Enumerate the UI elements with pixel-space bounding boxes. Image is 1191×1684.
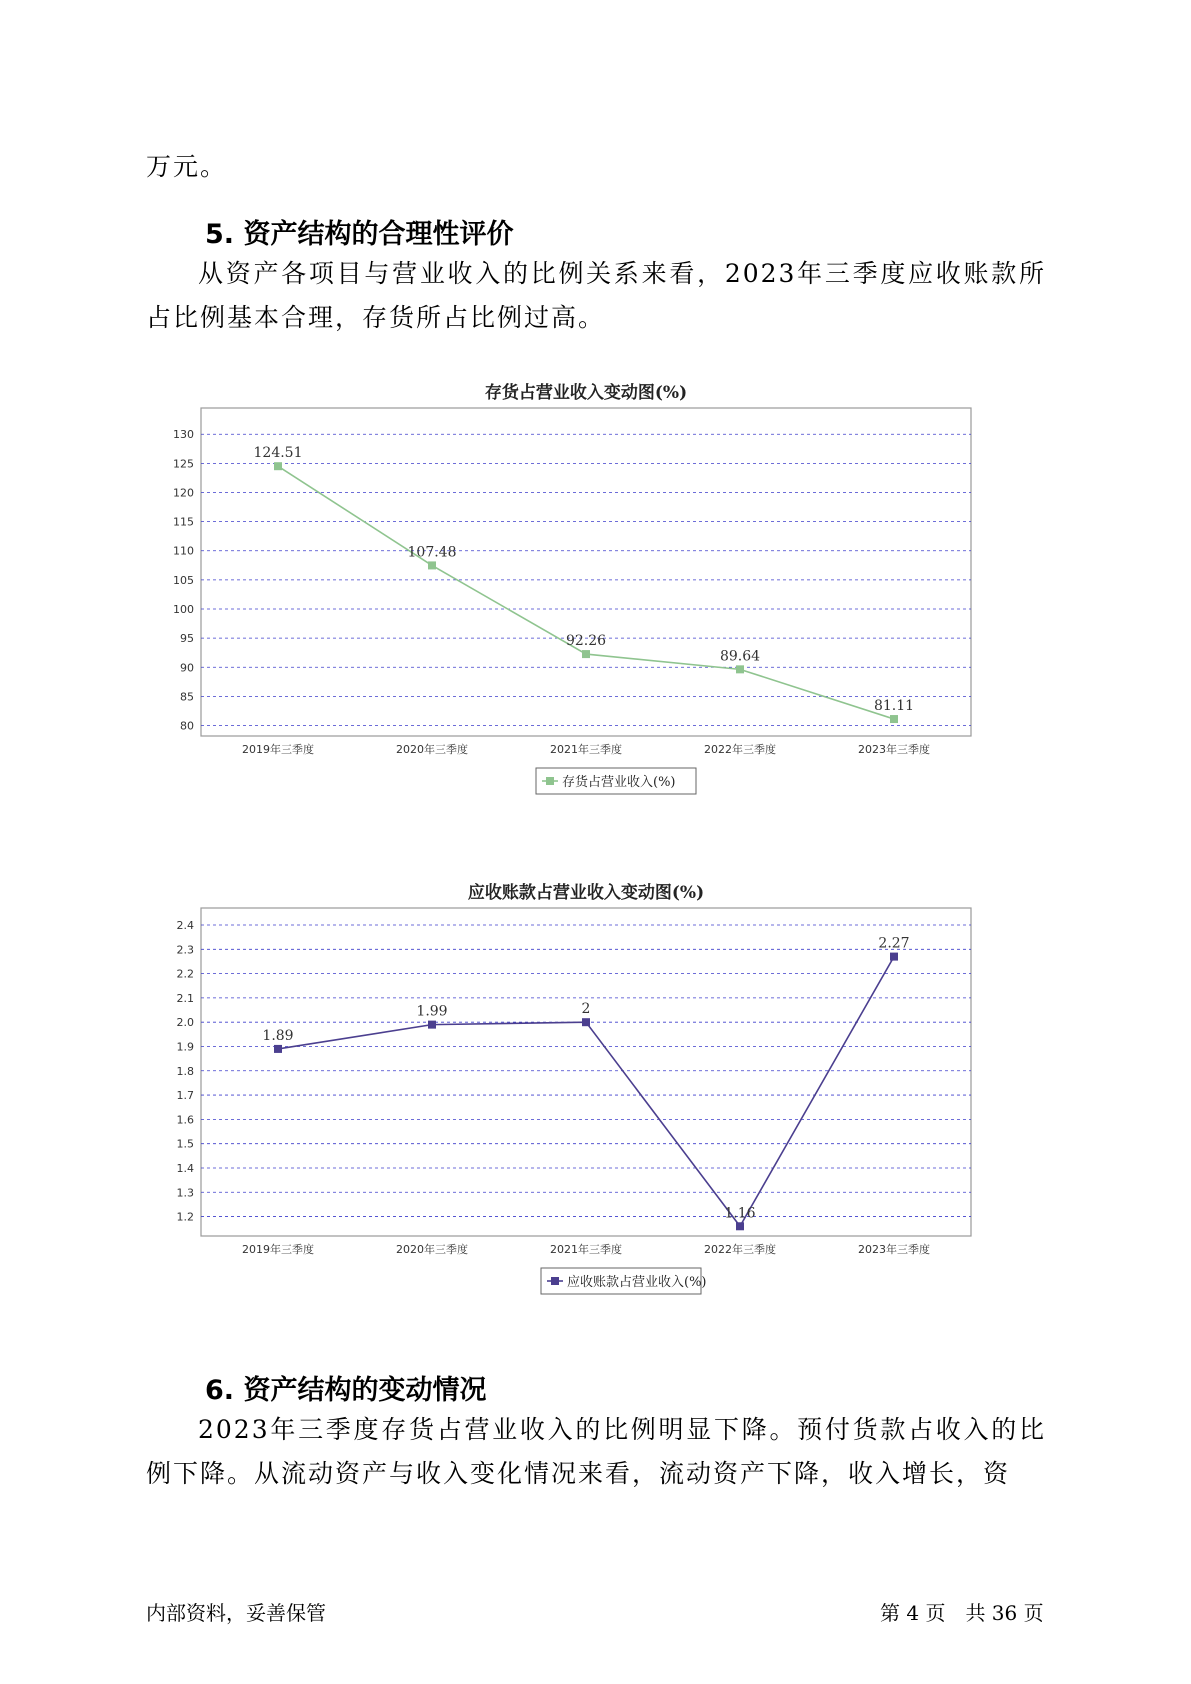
data-label: 81.11: [873, 698, 915, 715]
data-label: 124.51: [253, 445, 303, 462]
y-tick-label: 2.4: [176, 919, 194, 933]
y-tick-label: 1.3: [176, 1186, 194, 1200]
data-point: [428, 1021, 436, 1029]
x-tick-label: 2023年三季度: [858, 1243, 930, 1256]
receivables-chart: [146, 878, 1026, 1338]
section-paragraph-5: 从资产各项目与营业收入的比例关系来看，2023年三季度应收账款所占比例基本合理，存货所占比例过高。: [146, 259, 1046, 332]
data-label: 1.16: [724, 1205, 756, 1222]
chart-title: 应收账款占营业收入变动图(%): [467, 883, 705, 903]
y-tick-label: 1.2: [176, 1210, 194, 1224]
plot-area: [201, 408, 971, 736]
data-point: [736, 665, 744, 673]
data-label: 1.89: [262, 1027, 294, 1044]
data-label: 92.26: [565, 633, 607, 650]
x-tick-label: 2019年三季度: [242, 743, 314, 756]
inventory-chart-svg: [146, 378, 1026, 838]
x-tick-label: 2022年三季度: [704, 1243, 776, 1256]
data-point: [274, 462, 282, 470]
x-tick-label: 2019年三季度: [242, 1243, 314, 1256]
plot-area: [201, 908, 971, 1236]
x-tick-label: 2021年三季度: [550, 1243, 622, 1256]
receivables-chart-svg: [146, 878, 1026, 1338]
y-tick-label: 105: [173, 573, 194, 587]
data-point: [428, 561, 436, 569]
y-tick-label: 90: [180, 661, 194, 675]
data-point: [890, 715, 898, 723]
x-tick-label: 2021年三季度: [550, 743, 622, 756]
data-point: [582, 650, 590, 658]
x-tick-label: 2020年三季度: [396, 1243, 468, 1256]
y-tick-label: 100: [173, 602, 194, 616]
y-tick-label: 2.1: [176, 991, 194, 1005]
legend-label: 应收账款占营业收入(%): [567, 1275, 707, 1290]
y-tick-label: 1.4: [176, 1161, 194, 1175]
y-tick-label: 2.3: [176, 943, 194, 957]
data-point: [274, 1045, 282, 1053]
section-heading-5: 5. 资产结构的合理性评价: [205, 219, 514, 250]
y-tick-label: 1.5: [176, 1137, 194, 1151]
data-label: 89.64: [719, 648, 761, 665]
data-label: 2: [581, 1001, 591, 1018]
y-tick-label: 1.6: [176, 1113, 194, 1127]
chart-title: 存货占营业收入变动图(%): [484, 383, 688, 403]
data-point: [582, 1018, 590, 1026]
legend-label: 存货占营业收入(%): [562, 775, 676, 790]
footer-right: 第 4 页 共 36 页: [880, 1601, 1044, 1625]
inventory-chart: [146, 378, 1026, 838]
x-tick-label: 2020年三季度: [396, 743, 468, 756]
data-label: 1.99: [416, 1003, 448, 1020]
y-tick-label: 95: [180, 632, 194, 646]
data-point: [890, 953, 898, 961]
legend-marker: [551, 1277, 559, 1285]
y-tick-label: 1.7: [176, 1089, 194, 1103]
y-tick-label: 1.8: [176, 1064, 194, 1078]
x-tick-label: 2023年三季度: [858, 743, 930, 756]
footer-left: 内部资料，妥善保管: [146, 1601, 326, 1625]
y-tick-label: 125: [173, 457, 194, 471]
y-tick-label: 80: [180, 719, 194, 733]
data-label: 2.27: [878, 935, 910, 952]
y-tick-label: 130: [173, 428, 194, 442]
y-tick-label: 115: [173, 515, 194, 529]
section-paragraph-6: 2023年三季度存货占营业收入的比例明显下降。预付货款占收入的比例下降。从流动资产与收入变化情况来看，流动资产下降，收入增长，资: [146, 1415, 1046, 1488]
y-tick-label: 110: [173, 544, 194, 558]
legend-marker: [546, 777, 554, 785]
y-tick-label: 2.0: [176, 1016, 194, 1030]
x-tick-label: 2022年三季度: [704, 743, 776, 756]
continued-text: 万元。: [146, 152, 228, 181]
data-label: 107.48: [407, 544, 457, 561]
y-tick-label: 2.2: [176, 967, 194, 981]
y-tick-label: 85: [180, 690, 194, 704]
y-tick-label: 1.9: [176, 1040, 194, 1054]
y-tick-label: 120: [173, 486, 194, 500]
section-heading-6: 6. 资产结构的变动情况: [205, 1375, 487, 1406]
data-point: [736, 1222, 744, 1230]
